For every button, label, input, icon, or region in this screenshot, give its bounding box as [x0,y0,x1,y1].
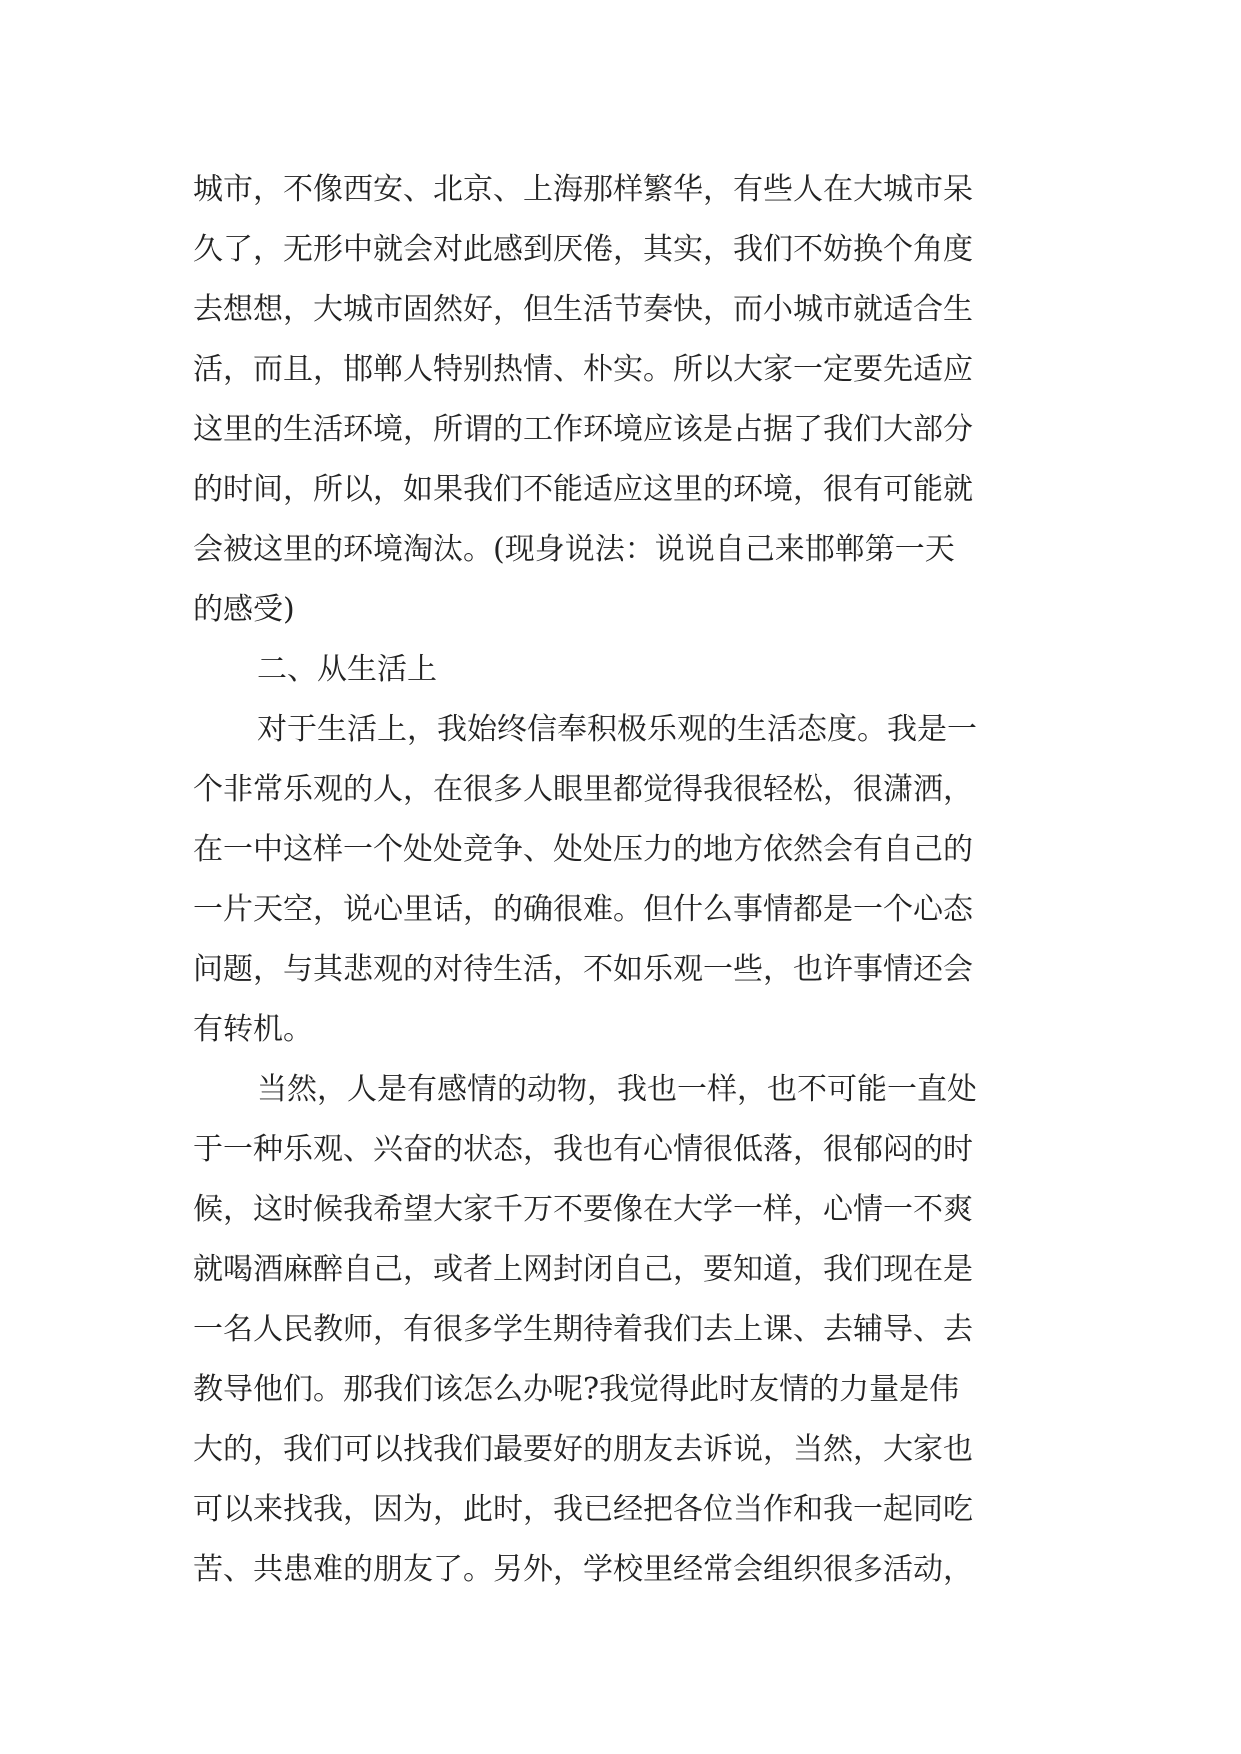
document-body [193,160,1073,1600]
text-line: 候，这时候我希望大家千万不要像在大学一样，心情一不爽 [193,1192,973,1227]
text-line: 有转机。 [193,1012,313,1047]
text-line: 会被这里的环境淘汰。(现身说法：说说自己来邯郸第一天 [193,532,955,567]
section-heading [193,640,1073,700]
text-line: 一片天空，说心里话，的确很难。但什么事情都是一个心态 [193,892,973,927]
section-heading-text: 二、从生活上 [257,652,437,687]
text-line: 教导他们。那我们该怎么办呢?我觉得此时友情的力量是伟 [193,1372,960,1407]
text-line: 这里的生活环境，所谓的工作环境应该是占据了我们大部分 [193,412,973,447]
text-line: 对于生活上，我始终信奉积极乐观的生活态度。我是一 [257,712,977,747]
paragraph-1 [193,160,1073,640]
text-line: 一名人民教师，有很多学生期待着我们去上课、去辅导、去 [193,1312,973,1347]
text-line: 的时间，所以，如果我们不能适应这里的环境，很有可能就 [193,472,973,507]
text-line: 活，而且，邯郸人特别热情、朴实。所以大家一定要先适应 [193,352,973,387]
text-line: 的感受) [193,592,295,627]
text-line: 苦、共患难的朋友了。另外，学校里经常会组织很多活动， [193,1552,973,1587]
text-line: 问题，与其悲观的对待生活，不如乐观一些，也许事情还会 [193,952,973,987]
text-line: 久了，无形中就会对此感到厌倦，其实，我们不妨换个角度 [193,232,973,267]
text-line: 可以来找我，因为，此时，我已经把各位当作和我一起同吃 [193,1492,973,1527]
paragraph-2 [193,700,1073,1060]
text-line: 去想想，大城市固然好，但生活节奏快，而小城市就适合生 [193,292,973,327]
paragraph-3 [193,1060,1073,1600]
text-line: 个非常乐观的人，在很多人眼里都觉得我很轻松，很潇洒， [193,772,973,807]
text-line: 在一中这样一个处处竞争、处处压力的地方依然会有自己的 [193,832,973,867]
text-line: 就喝酒麻醉自己，或者上网封闭自己，要知道，我们现在是 [193,1252,973,1287]
text-line: 城市，不像西安、北京、上海那样繁华，有些人在大城市呆 [193,172,973,207]
text-line: 大的，我们可以找我们最要好的朋友去诉说，当然，大家也 [193,1432,973,1467]
text-line: 当然，人是有感情的动物，我也一样，也不可能一直处 [257,1072,977,1107]
text-line: 于一种乐观、兴奋的状态，我也有心情很低落，很郁闷的时 [193,1132,973,1167]
